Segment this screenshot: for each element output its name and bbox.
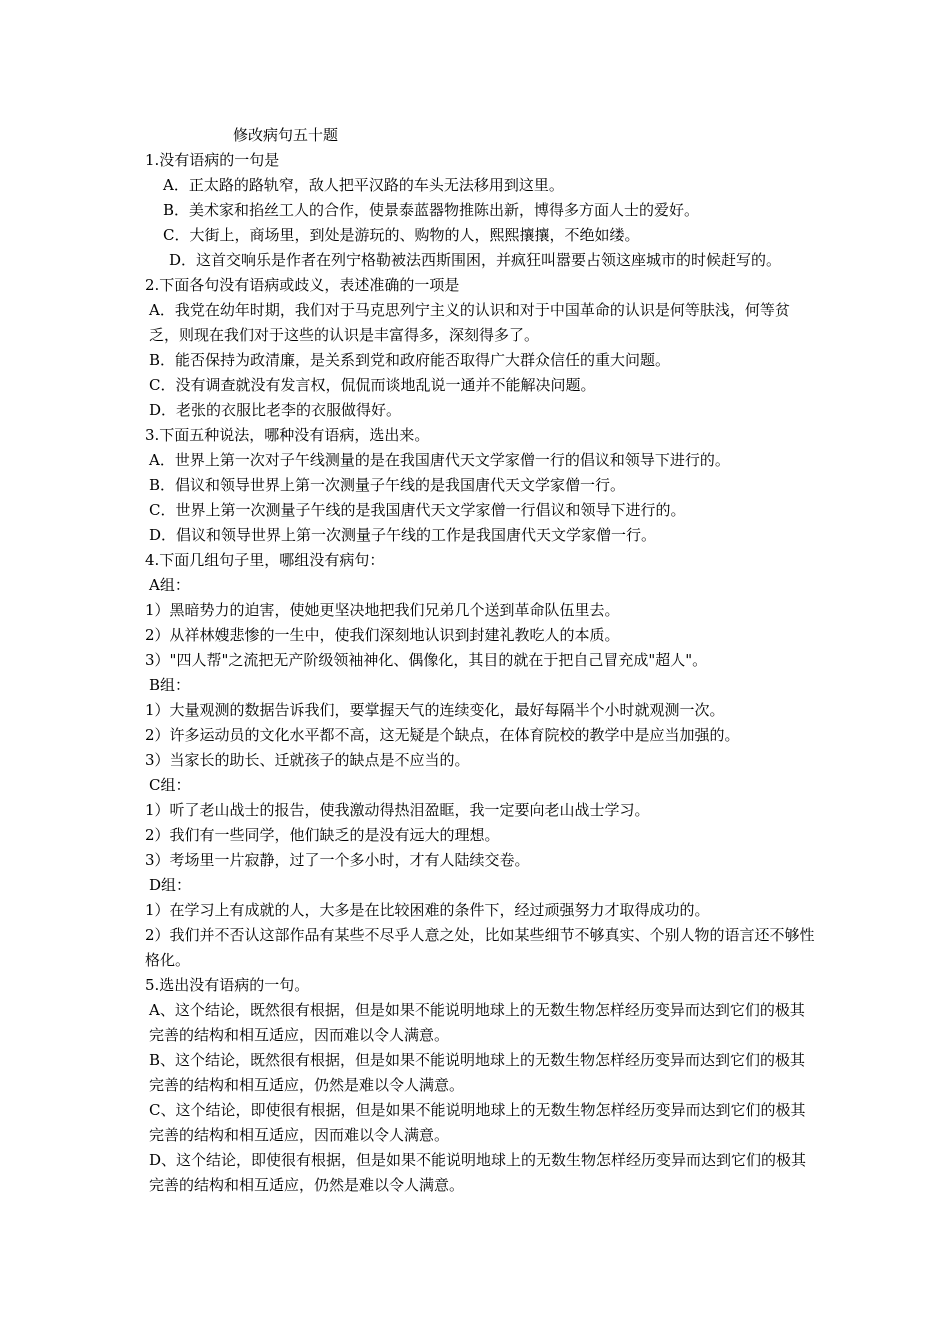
text-line: 5.选出没有语病的一句。: [145, 976, 310, 994]
text-line: B．美术家和掐丝工人的合作，使景泰蓝器物推陈出新，博得多方面人士的爱好。: [163, 201, 700, 219]
text-line: A．正太路的路轨窄，敌人把平汉路的车头无法移用到这里。: [163, 176, 564, 194]
text-line: 3.下面五种说法，哪种没有语病，选出来。: [145, 426, 430, 444]
document-title: 修改病句五十题: [233, 126, 339, 144]
text-line: B组：: [149, 676, 191, 694]
text-line: 1）听了老山战士的报告，使我激动得热泪盈眶，我一定要向老山战士学习。: [145, 801, 650, 819]
text-line: C．没有调查就没有发言权，侃侃而谈地乱说一通并不能解决问题。: [149, 376, 596, 394]
text-line: 3）当家长的助长、迁就孩子的缺点是不应当的。: [145, 751, 470, 769]
text-line: 2）我们并不否认这部作品有某些不尽乎人意之处，比如某些细节不够真实、个别人物的语言还不够性格化。: [145, 926, 815, 969]
text-line: 2.下面各句没有语病或歧义，表述准确的一项是: [145, 276, 460, 294]
text-line: 1）黑暗势力的迫害，使她更坚决地把我们兄弟几个送到革命队伍里去。: [145, 601, 620, 619]
text-line: D．倡议和领导世界上第一次测量子午线的工作是我国唐代天文学家僧一行。: [149, 526, 657, 544]
text-line: D、这个结论，即使很有根据，但是如果不能说明地球上的无数生物怎样经历变异而达到它们的极其完善的结构和相互适应，仍然是难以令人满意。: [149, 1151, 807, 1194]
text-line: D组：: [149, 876, 192, 894]
text-line: 3）"四人帮"之流把无产阶级领袖神化、偶像化，其目的就在于把自己冒充成"超人"。: [145, 651, 708, 669]
text-line: B．能否保持为政清廉，是关系到党和政府能否取得广大群众信任的重大问题。: [149, 351, 671, 369]
text-line: A、这个结论，既然很有根据，但是如果不能说明地球上的无数生物怎样经历变异而达到它们的极其完善的结构和相互适应，因而难以令人满意。: [149, 1001, 805, 1044]
text-line: D．这首交响乐是作者在列宁格勒被法西斯围困，并疯狂叫嚣要占领这座城市的时候赶写的。: [169, 251, 782, 269]
text-line: 1）大量观测的数据告诉我们，要掌握天气的连续变化，最好每隔半个小时就观测一次。: [145, 701, 725, 719]
text-line: 3）考场里一片寂静，过了一个多小时，才有人陆续交卷。: [145, 851, 530, 869]
text-line: A组：: [149, 576, 190, 594]
text-line: B．倡议和领导世界上第一次测量子午线的是我国唐代天文学家僧一行。: [149, 476, 626, 494]
text-line: A．世界上第一次对子午线测量的是在我国唐代天文学家僧一行的倡议和领导下进行的。: [149, 451, 730, 469]
document-page: [145, 123, 817, 1198]
text-line: D．老张的衣服比老李的衣服做得好。: [149, 401, 402, 419]
text-line: 4.下面几组句子里，哪组没有病句：: [145, 551, 385, 569]
text-line: 1）在学习上有成就的人，大多是在比较困难的条件下，经过顽强努力才取得成功的。: [145, 901, 710, 919]
document-body: [145, 148, 817, 1198]
text-line: C．大街上，商场里，到处是游玩的、购物的人，熙熙攘攘，不绝如缕。: [163, 226, 640, 244]
text-line: 1.没有语病的一句是: [145, 151, 280, 169]
text-line: 2）从祥林嫂悲惨的一生中，使我们深刻地认识到封建礼教吃人的本质。: [145, 626, 620, 644]
text-line: C、这个结论，即使很有根据，但是如果不能说明地球上的无数生物怎样经历变异而达到它们的极其完善的结构和相互适应，因而难以令人满意。: [149, 1101, 806, 1144]
text-line: 2）我们有一些同学，他们缺乏的是没有远大的理想。: [145, 826, 500, 844]
text-line: A．我党在幼年时期，我们对于马克思列宁主义的认识和对于中国革命的认识是何等肤浅，何等贫乏，则现在我们对于这些的认识是丰富得多，深刻得多了。: [149, 301, 790, 344]
text-line: 2）许多运动员的文化水平都不高，这无疑是个缺点，在体育院校的教学中是应当加强的。: [145, 726, 740, 744]
text-line: C组：: [149, 776, 191, 794]
text-line: B、这个结论，既然很有根据，但是如果不能说明地球上的无数生物怎样经历变异而达到它们的极其完善的结构和相互适应，仍然是难以令人满意。: [149, 1051, 806, 1094]
text-line: C．世界上第一次测量子午线的是我国唐代天文学家僧一行倡议和领导下进行的。: [149, 501, 686, 519]
